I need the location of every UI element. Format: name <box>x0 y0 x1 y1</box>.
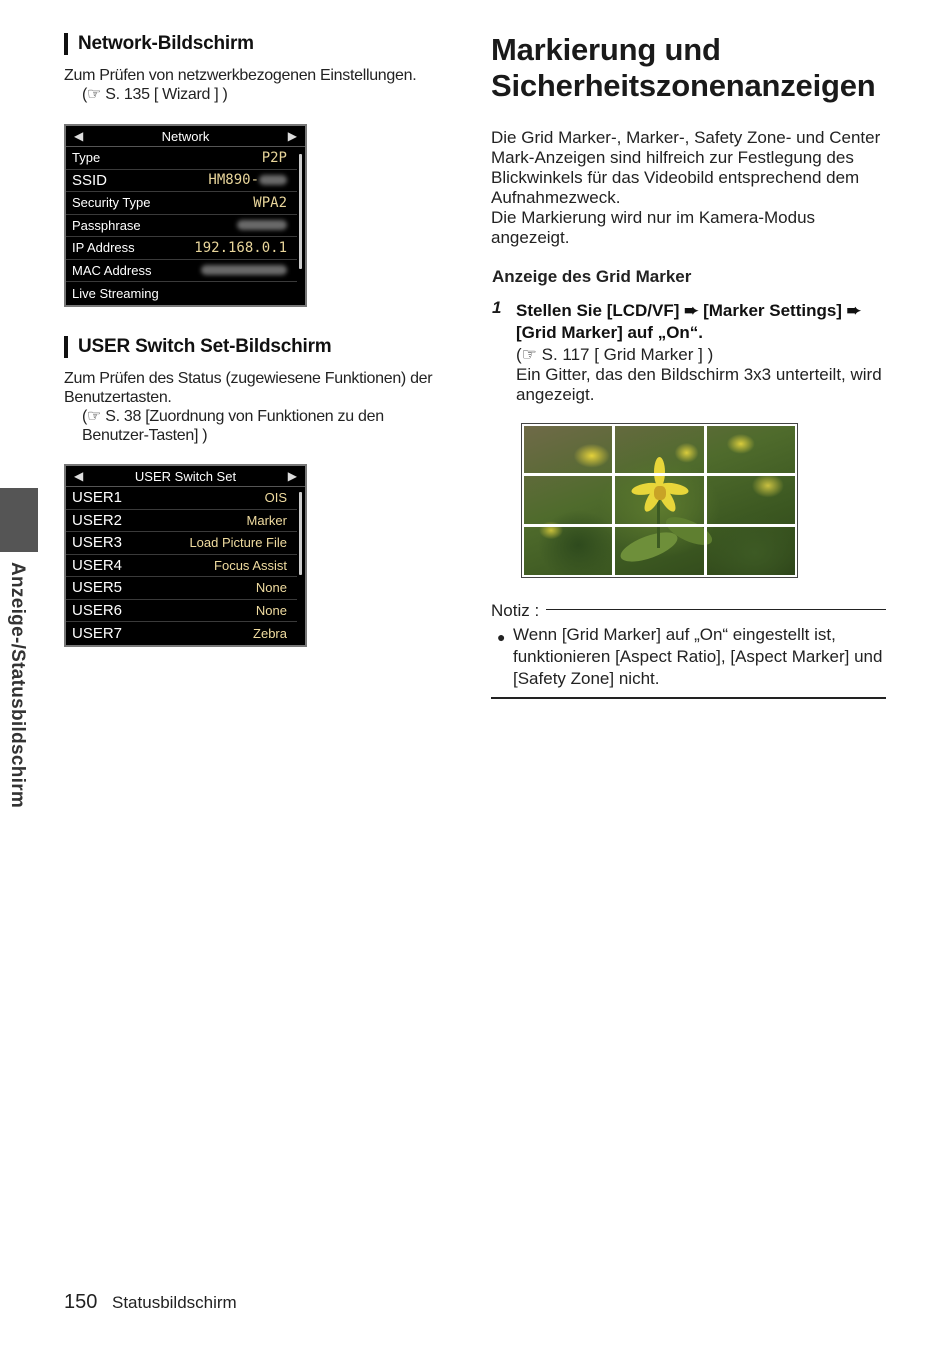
network-row <box>66 170 297 193</box>
network-row-value: P2P <box>261 149 287 166</box>
left-arrow-icon: ◀ <box>74 129 84 143</box>
leaf-shape <box>617 526 681 567</box>
note-label: Notiz : <box>491 601 540 620</box>
step-result: Ein Gitter, das den Bildschirm 3x3 unterteilt, wird angezeigt. <box>516 365 882 404</box>
network-row-key: SSID <box>72 171 108 189</box>
note-divider <box>491 697 886 699</box>
redacted-blur <box>237 220 287 230</box>
user-switch-row-value: None <box>255 580 287 596</box>
step-reference: (☞ S. 117 [ Grid Marker ] ) <box>516 345 714 364</box>
user-switch-row-key: USER1 <box>72 489 123 507</box>
network-row-value: WPA2 <box>253 194 287 211</box>
user-switch-description <box>64 369 459 445</box>
user-switch-row-key: USER2 <box>72 511 123 529</box>
grid-marker-photo <box>521 423 798 578</box>
page-title-line1: Markierung und <box>491 32 721 67</box>
network-screen-title: Network <box>161 128 210 144</box>
network-row <box>66 215 297 238</box>
network-row <box>66 282 297 305</box>
scrollbar <box>299 492 302 575</box>
grid-line <box>612 426 615 575</box>
bullet-icon: ● <box>497 629 506 645</box>
user-switch-row-key: USER5 <box>72 579 123 597</box>
network-screen <box>64 124 307 307</box>
step-number: 1 <box>492 298 502 317</box>
user-switch-row <box>66 622 297 645</box>
network-screen-header <box>66 126 305 147</box>
network-row <box>66 147 297 170</box>
note-body <box>497 624 887 690</box>
user-switch-row-value: None <box>255 602 287 618</box>
user-switch-reference-line2: Benutzer-Tasten] ) <box>82 427 208 444</box>
user-switch-heading: USER Switch Set-Bildschirm <box>64 336 331 358</box>
network-row-key: Passphrase <box>72 217 141 233</box>
user-switch-row-value: Focus Assist <box>214 557 287 573</box>
scrollbar <box>299 154 302 269</box>
right-arrow-icon: ▶ <box>287 469 297 483</box>
user-switch-row <box>66 577 297 600</box>
note-divider <box>546 609 886 610</box>
network-row <box>66 260 297 283</box>
user-switch-row <box>66 555 297 578</box>
user-switch-reference-line1: (☞ S. 38 [Zuordnung von Funktionen zu den <box>82 408 384 425</box>
right-arrow-icon: ▶ <box>287 129 297 143</box>
user-switch-reference <box>64 407 459 445</box>
user-switch-row-key: USER6 <box>72 601 123 619</box>
user-switch-description-text: Zum Prüfen des Status (zugewiesene Funktionen) der Benutzertasten. <box>64 370 433 406</box>
user-switch-row-value: Marker <box>246 512 287 528</box>
network-row <box>66 192 297 215</box>
note-text: Wenn [Grid Marker] auf „On“ eingestellt ist, funktionieren [Aspect Ratio], [Aspect Marker] und [Safety Zone] nicht. <box>513 625 883 688</box>
user-switch-row-key: USER3 <box>72 534 123 552</box>
network-row-key: MAC Address <box>72 262 152 278</box>
step-details <box>516 345 896 405</box>
network-description <box>64 66 454 104</box>
page-number: 150 <box>64 1291 98 1313</box>
side-tab-label: Anzeige-/Statusbildschirm <box>7 562 28 809</box>
user-switch-screen-header <box>66 466 305 487</box>
user-switch-row <box>66 600 297 623</box>
user-switch-screen-title: USER Switch Set <box>134 468 237 484</box>
network-row <box>66 237 297 260</box>
network-reference: (☞ S. 135 [ Wizard ] ) <box>82 86 228 103</box>
flower-image <box>524 426 795 575</box>
redacted-blur <box>259 175 287 185</box>
stem-shape <box>657 498 660 548</box>
network-heading: Network-Bildschirm <box>64 33 254 55</box>
left-arrow-icon: ◀ <box>74 469 84 483</box>
user-switch-screen <box>64 464 307 647</box>
network-row-key: Security Type <box>72 195 151 211</box>
redacted-blur <box>201 265 287 275</box>
user-switch-row <box>66 532 297 555</box>
step-instruction: Stellen Sie [LCD/VF] ➨ [Marker Settings] ➨ [Grid Marker] auf „On“. <box>516 301 861 342</box>
intro-text <box>491 128 891 248</box>
user-switch-row <box>66 487 297 510</box>
network-row-key: Live Streaming <box>72 285 159 301</box>
grid-line <box>524 473 795 476</box>
grid-marker-subheading: Anzeige des Grid Marker <box>492 267 692 286</box>
grid-line <box>524 524 795 527</box>
page-title <box>491 32 876 104</box>
page-title-line2: Sicherheitszonenanzeigen <box>491 68 876 103</box>
network-row-key: Type <box>72 150 101 166</box>
user-switch-row-value: Zebra <box>253 625 287 641</box>
user-switch-row-key: USER4 <box>72 556 123 574</box>
grid-line <box>704 426 707 575</box>
user-switch-row-key: USER7 <box>72 624 123 642</box>
network-description-text: Zum Prüfen von netzwerkbezogenen Einstellungen. <box>64 67 417 84</box>
footer-title: Statusbildschirm <box>112 1293 237 1312</box>
user-switch-row-value: Load Picture File <box>189 535 287 551</box>
network-row-value: HM890- <box>208 172 259 189</box>
network-row-key: IP Address <box>72 240 135 256</box>
intro-paragraph-2: Die Markierung wird nur im Kamera-Modus angezeigt. <box>491 208 816 247</box>
user-switch-row-value: OIS <box>264 490 287 506</box>
user-switch-row <box>66 510 297 533</box>
network-row-value: 192.168.0.1 <box>194 239 287 256</box>
intro-paragraph: Die Grid Marker-, Marker-, Safety Zone- und Center Mark-Anzeigen sind hilfreich zur Festlegung des Blickwinkels für das Videobild entsprechend dem Aufnahmezweck. <box>491 128 881 207</box>
side-tab-marker <box>0 488 38 552</box>
